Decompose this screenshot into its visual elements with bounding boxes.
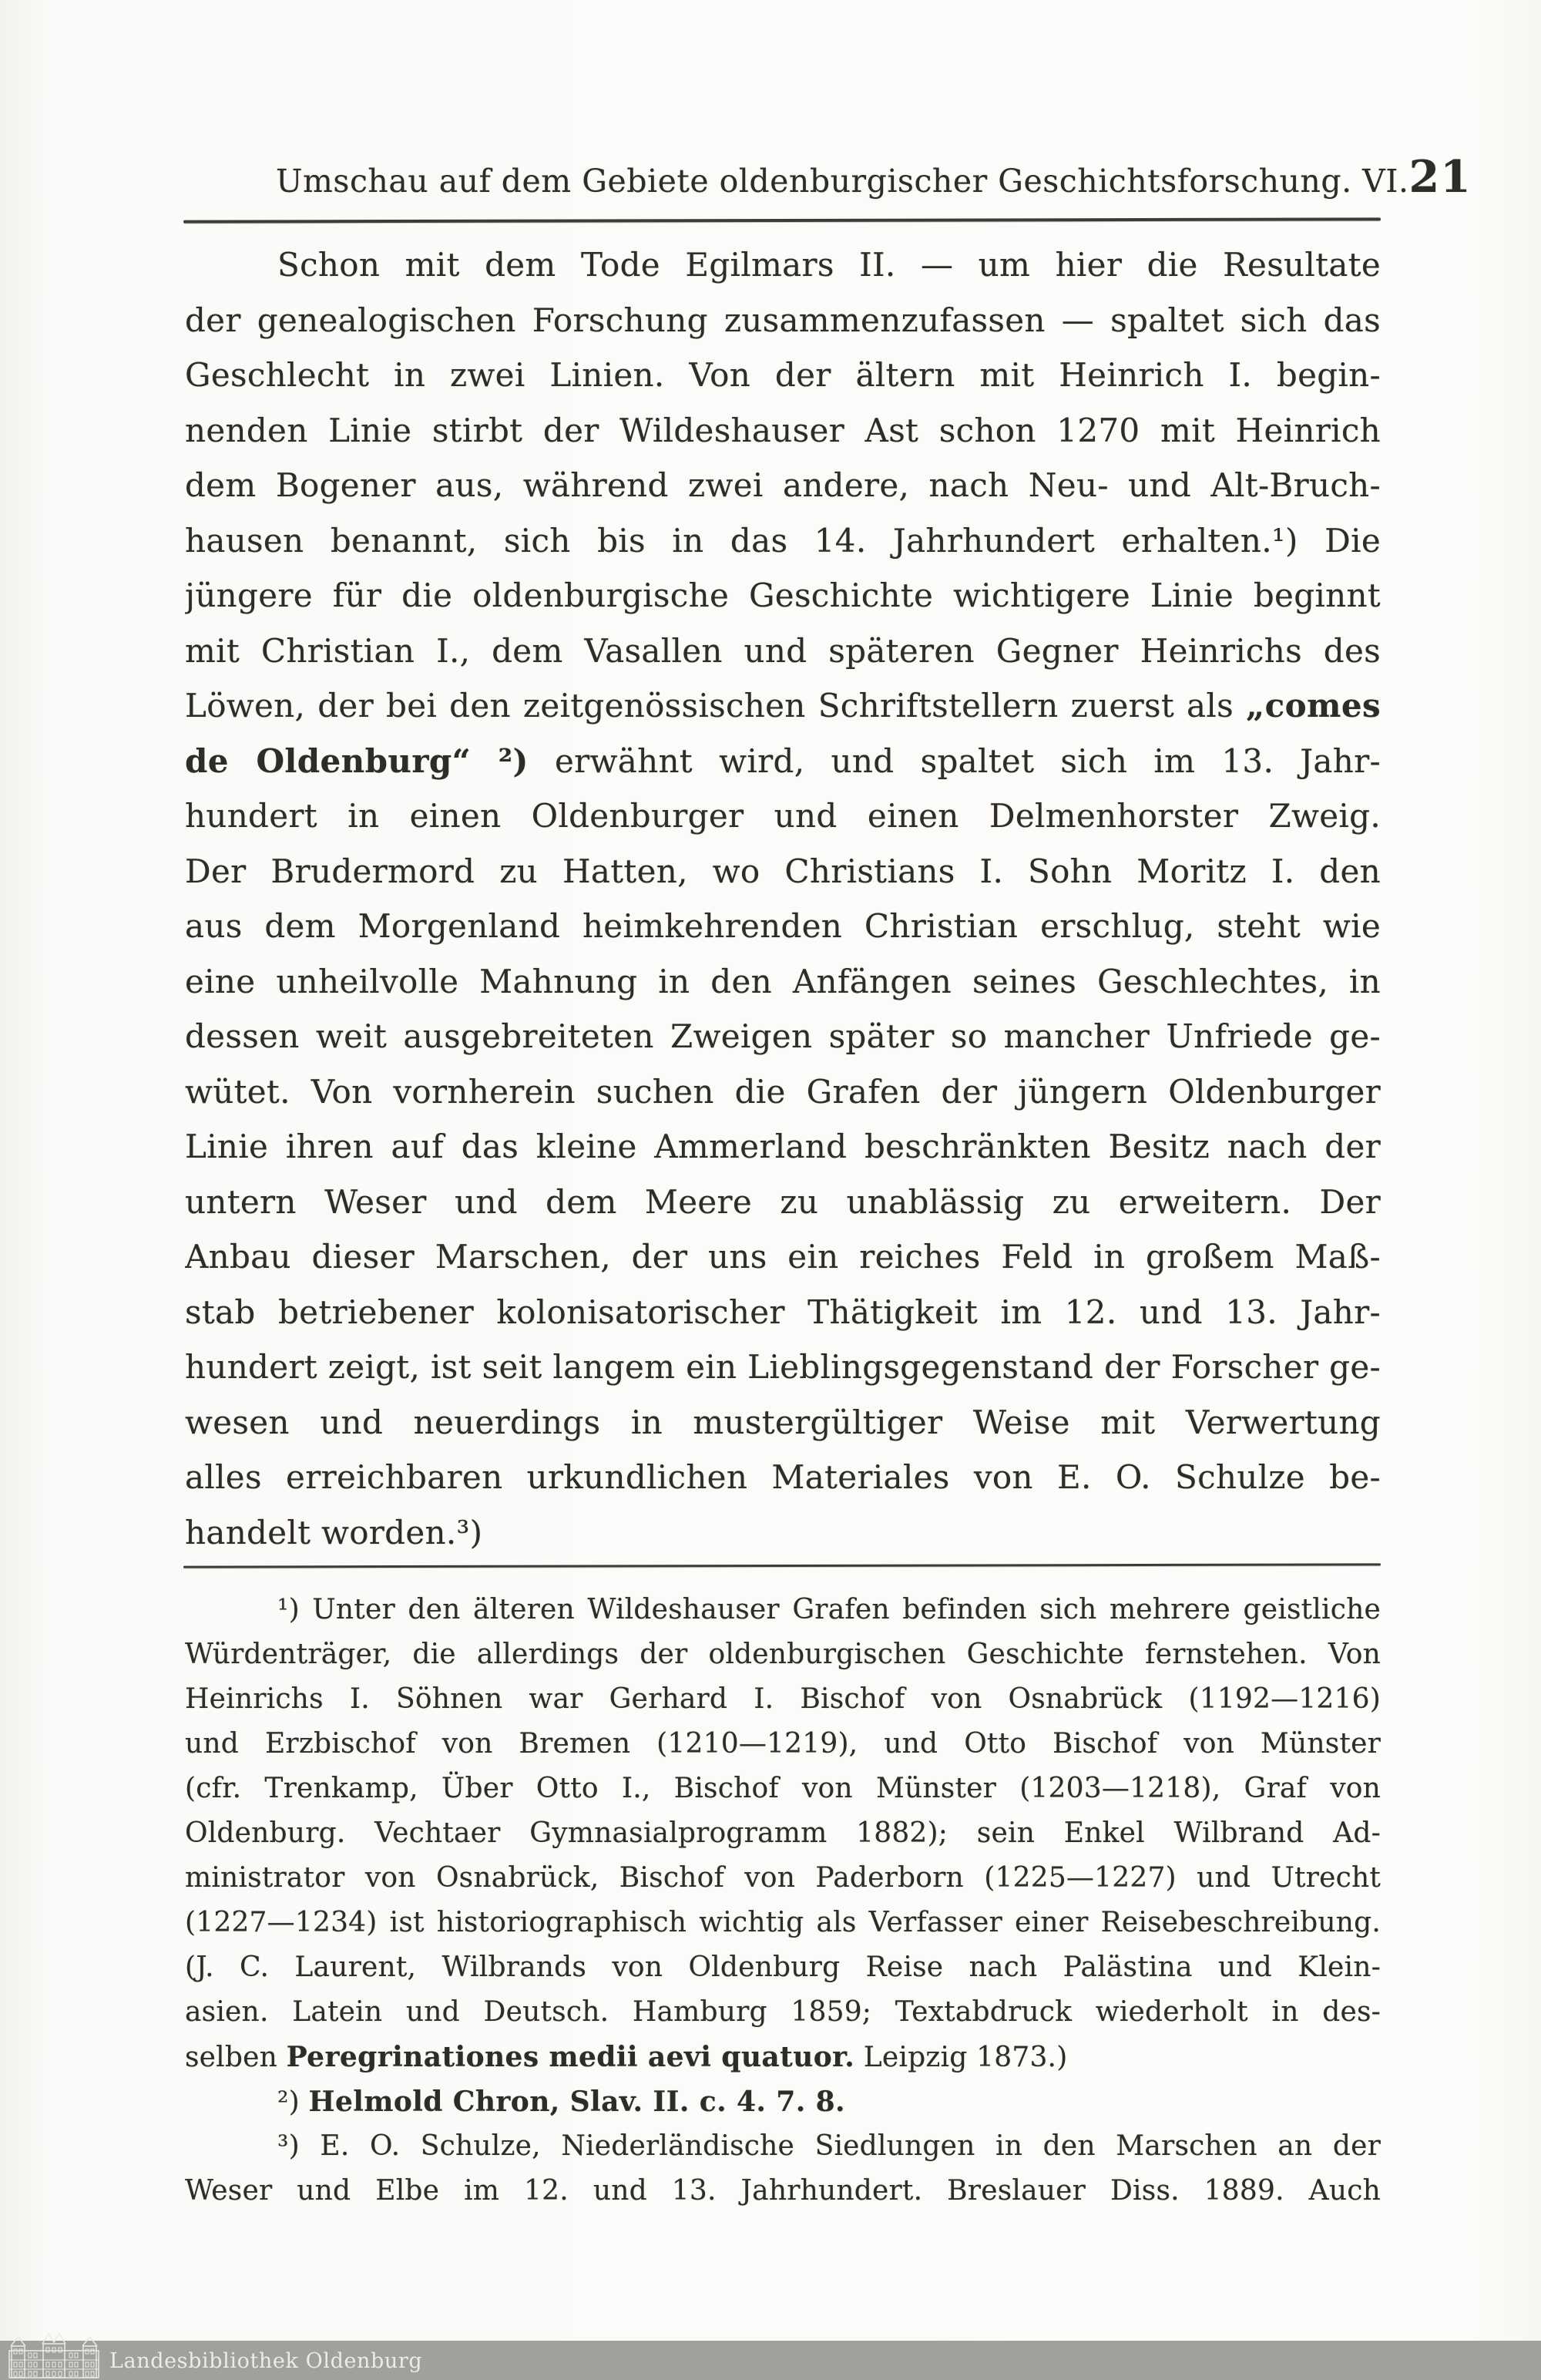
body-text-line: Linie ihren auf das kleine Ammerland beschränkten Besitz nach der: [185, 1128, 1381, 1165]
antiqua-emphasis-text: Helmold Chron, Slav. II. c. 4. 7. 8.: [308, 2086, 845, 2118]
footnote-line: ministrator von Osnabrück, Bischof von Paderborn (1225—1227) und Utrecht: [185, 1862, 1381, 1894]
library-building-icon: [8, 2331, 100, 2378]
body-text-line: mit Christian I., dem Vasallen und späteren Gegner Heinrichs des: [185, 631, 1381, 670]
body-text-line: dessen weit ausgebreiteten Zweigen später so mancher Unfriede ge-: [185, 1017, 1381, 1055]
body-text-line: Geschlecht in zwei Linien. Von der ältern mit Heinrich I. begin-: [185, 356, 1381, 394]
antiqua-emphasis-text: Peregrinationes medii aevi quatuor.: [286, 2041, 855, 2073]
page-number: 21: [1408, 151, 1472, 203]
body-text-line: wütet. Von vornherein suchen die Grafen der jüngern Oldenburger: [185, 1072, 1381, 1111]
footnote-line: (1227—1234) ist historiographisch wichtig als Verfasser einer Reisebeschreibung.: [185, 1907, 1381, 1938]
footnote-line: Oldenburg. Vechtaer Gymnasialprogramm 1882); sein Enkel Wilbrand Ad-: [185, 1817, 1381, 1849]
footnote-line: (J. C. Laurent, Wilbrands von Oldenburg Reise nach Palästina und Klein-: [185, 1951, 1381, 1983]
library-name-label: Landesbibliothek Oldenburg: [109, 2349, 423, 2373]
body-text-line: hundert in einen Oldenburger und einen Delmenhorster Zweig.: [185, 797, 1381, 835]
body-text-line: untern Weser und dem Meere zu unablässig zu erweitern. Der: [185, 1182, 1381, 1221]
body-text-line: Anbau dieser Marschen, der uns ein reiches Feld in großem Maß-: [185, 1238, 1381, 1276]
footnote-line: [185, 2079, 1381, 2124]
footnotes: [185, 1588, 1381, 2214]
body-text-line: jüngere für die oldenburgische Geschichte wichtigere Linie beginnt: [185, 577, 1381, 614]
body-text-line: [185, 734, 1381, 789]
plain-text: Leipzig 1873.): [854, 2042, 1068, 2073]
footnote-separator-rule: [183, 1563, 1381, 1568]
body-text-line: handelt worden.³): [185, 1513, 483, 1551]
footnote-line: (cfr. Trenkamp, Über Otto I., Bischof von Münster (1203—1218), Graf von: [185, 1773, 1381, 1804]
body-text-line: alles erreichbaren urkundlichen Materiales von E. O. Schulze be-: [185, 1458, 1381, 1496]
antiqua-emphasis-text: „comes: [1246, 687, 1381, 724]
body-text-line: hundert zeigt, ist seit langem ein Lieblingsgegenstand der Forscher ge-: [185, 1348, 1381, 1386]
body-text-line: [185, 678, 1381, 734]
body-text-line: eine unheilvolle Mahnung in den Anfängen seines Geschlechtes, in: [185, 962, 1381, 1000]
footnote-line: Weser und Elbe im 12. und 13. Jahrhundert. Breslauer Diss. 1889. Auch: [185, 2175, 1381, 2207]
body-text-line: Der Brudermord zu Hatten, wo Christians I. Sohn Moritz I. den: [185, 852, 1381, 890]
body-text-line: der genealogischen Forschung zusammenzufassen — spaltet sich das: [185, 301, 1381, 339]
footnote-line: Heinrichs I. Söhnen war Gerhard I. Bischof von Osnabrück (1192—1216): [185, 1683, 1381, 1715]
footnote-line: ³) E. O. Schulze, Niederländische Siedlungen in den Marschen an der: [277, 2130, 1381, 2162]
antiqua-emphasis-text: de Oldenburg“ ²): [185, 741, 529, 780]
running-title: Umschau auf dem Gebiete oldenburgischer Geschichtsforschung. VI.: [276, 163, 1409, 200]
library-footer-strip: [0, 2341, 1541, 2380]
plain-text: erwähnt wird, und spaltet sich im 13. Jahr-: [528, 741, 1381, 780]
header-rule: [183, 217, 1381, 223]
footnote-line: Würdenträger, die allerdings der oldenburgischen Geschichte fernstehen. Von: [185, 1639, 1381, 1670]
plain-text: selben: [185, 2042, 287, 2073]
body-text-line: wesen und neuerdings in mustergültiger Weise mit Verwertung: [185, 1403, 1381, 1441]
plain-text: ²): [277, 2086, 309, 2118]
body-text-line: nenden Linie stirbt der Wildeshauser Ast schon 1270 mit Heinrich: [185, 411, 1381, 449]
body-paragraph: [185, 237, 1381, 1560]
footnote-line: [185, 2035, 1381, 2079]
body-text-line: stab betriebener kolonisatorischer Thätigkeit im 12. und 13. Jahr-: [185, 1293, 1381, 1331]
plain-text: Löwen, der bei den zeitgenössischen Schriftstellern zuerst als: [185, 687, 1247, 724]
body-text-line: dem Bogener aus, während zwei andere, nach Neu- und Alt-Bruch-: [185, 466, 1381, 504]
body-text-line: aus dem Morgenland heimkehrenden Christian erschlug, steht wie: [185, 907, 1381, 945]
page-header: [185, 151, 1472, 203]
body-text-line: hausen benannt, sich bis in das 14. Jahrhundert erhalten.¹) Die: [185, 521, 1381, 560]
footnote-line: ¹) Unter den älteren Wildeshauser Grafen befinden sich mehrere geistliche: [277, 1594, 1381, 1625]
footnote-line: asien. Latein und Deutsch. Hamburg 1859; Textabdruck wiederholt in des-: [185, 1996, 1381, 2028]
body-text-line: Schon mit dem Tode Egilmars II. — um hier die Resultate: [277, 246, 1381, 284]
footnote-line: und Erzbischof von Bremen (1210—1219), und Otto Bischof von Münster: [185, 1728, 1381, 1760]
